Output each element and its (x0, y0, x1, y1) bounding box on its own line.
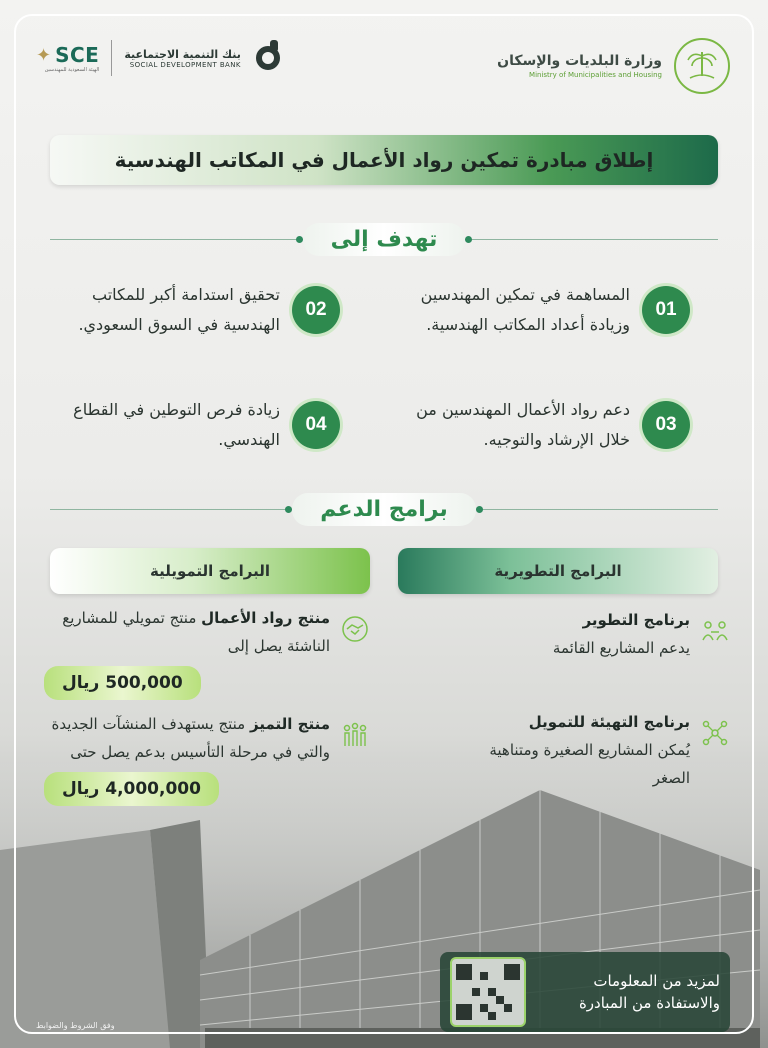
heading-line-right (465, 239, 718, 240)
goals-heading-text: تهدف إلى (303, 223, 466, 256)
program-description: منتج يستهدف المنشآت الجديدة والتي في مرحلة التأسيس بدعم يصل حتى (51, 715, 330, 761)
qr-info-block (440, 952, 730, 1032)
support-heading (50, 492, 718, 526)
goal-number-badge: 03 (642, 401, 690, 449)
program-title: برنامج التهيئة للتمويل (528, 713, 690, 731)
financing-programs-label: البرامج التمويلية (149, 562, 271, 580)
people-group-icon (340, 720, 370, 750)
logo-divider (111, 40, 112, 76)
sdb-name-en: SOCIAL DEVELOPMENT BANK (129, 60, 241, 69)
goal-text: المساهمة في تمكين المهندسين وزيادة أعداد المكاتب الهندسية. (420, 285, 630, 334)
goal-item (70, 280, 340, 340)
financing-programs-header (50, 548, 370, 594)
sdb-mark-icon (253, 40, 283, 76)
team-icon (700, 616, 730, 646)
program-title: منتج رواد الأعمال (201, 609, 330, 627)
development-programs-label: البرامج التطويرية (494, 562, 622, 580)
goal-number-badge: 02 (292, 286, 340, 334)
goal-item (390, 280, 690, 340)
financing-program-item (40, 710, 370, 806)
program-description: يُمكن المشاريع الصغيرة ومتناهية الصغر (489, 741, 690, 787)
sce-logo-text: SCE (55, 43, 100, 67)
program-title: برنامج التطوير (582, 611, 690, 629)
financing-program-item (40, 604, 370, 700)
development-program-item (400, 606, 730, 662)
development-programs-header (398, 548, 718, 594)
qr-caption: لمزيد من المعلومات والاستفادة من المبادرة (578, 972, 720, 1012)
goal-text: زيادة فرص التوطين في القطاع الهندسي. (73, 400, 280, 449)
partner-logos (36, 40, 283, 76)
qr-pattern-icon (456, 963, 520, 1021)
ministry-name-ar: وزارة البلديات والإسكان (497, 53, 662, 69)
heading-line-left (50, 509, 292, 510)
palm-emblem-icon (674, 38, 730, 94)
qr-code[interactable] (450, 957, 526, 1027)
sdb-logo-text (124, 48, 241, 69)
amount-badge: 500,000 ريال (44, 666, 201, 700)
goal-item (390, 395, 690, 455)
network-icon (700, 718, 730, 748)
ministry-logo (497, 38, 730, 94)
program-description: يدعم المشاريع القائمة (552, 639, 690, 657)
page-title: إطلاق مبادرة تمكين رواد الأعمال في المكاتب الهندسية (114, 148, 654, 172)
goal-text: تحقيق استدامة أكبر للمكاتب الهندسية في السوق السعودي. (78, 285, 280, 334)
development-program-item (400, 708, 730, 792)
goal-number-badge: 04 (292, 401, 340, 449)
handshake-icon (340, 614, 370, 644)
sdb-name-ar: بنك التنمية الاجتماعية (124, 47, 241, 61)
sce-logo (36, 43, 99, 73)
sce-subtitle: الهيئة السعودية للمهندسين (44, 67, 100, 73)
amount-badge: 4,000,000 ريال (44, 772, 219, 806)
heading-line-right (476, 509, 718, 510)
goals-heading (50, 222, 718, 256)
heading-line-left (50, 239, 303, 240)
terms-footnote: وفق الشروط والضوابط (36, 1021, 115, 1030)
goal-text: دعم رواد الأعمال المهندسين من خلال الإرشاد والتوجيه. (416, 400, 630, 449)
goal-number-badge: 01 (642, 286, 690, 334)
title-banner (50, 135, 718, 185)
ministry-name-en: Ministry of Municipalities and Housing (529, 71, 662, 79)
program-description: منتج تمويلي للمشاريع الناشئة يصل إلى (62, 609, 330, 655)
sce-emblem-icon: ✦ (36, 44, 52, 66)
program-title: منتج التميز (250, 715, 330, 733)
goal-item (70, 395, 340, 455)
support-heading-text: برامج الدعم (292, 493, 475, 526)
